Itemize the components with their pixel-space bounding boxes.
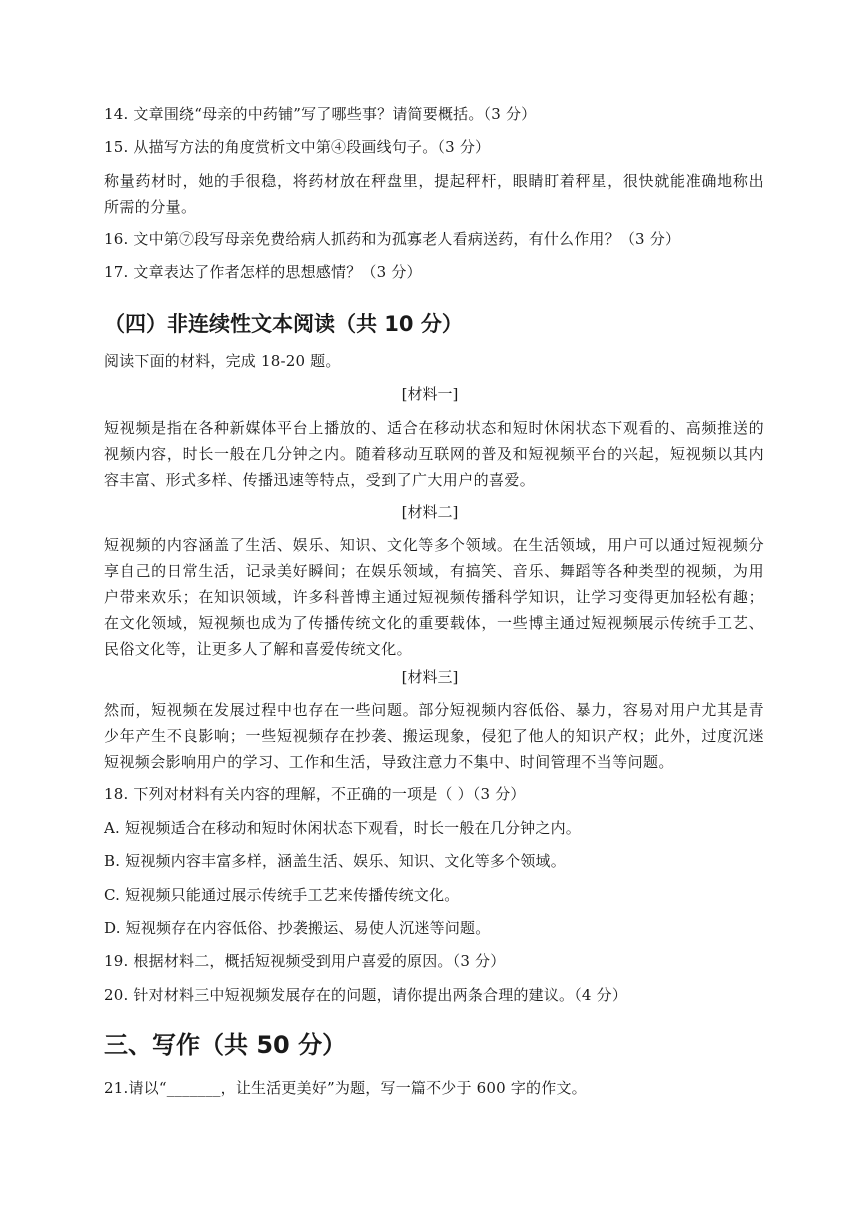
question-14: 14. 文章围绕“母亲的中药铺”写了哪些事？请简要概括。（3 分）: [104, 105, 537, 123]
section-4-title: （四）非连续性文本阅读（共 10 分）: [104, 312, 463, 336]
option-c: C. 短视频只能通过展示传统手工艺来传播传统文化。: [104, 886, 460, 904]
section-3-title: 三、写作（共 50 分）: [104, 1031, 347, 1059]
section-4-intro: 阅读下面的材料，完成 18-20 题。: [104, 352, 341, 370]
material-3-text: 然而，短视频在发展过程中也存在一些问题。部分短视频内容低俗、暴力，容易对用户尤其是青少年产生不良影响；一些短视频存在抄袭、搬运现象，侵犯了他人的知识产权；此外，过度沉迷短视频会影响用户的学习、工作和生活，导致注意力不集中、时间管理不当等问题。: [104, 701, 764, 771]
question-16: 16. 文中第⑦段写母亲免费给病人抓药和为孤寡老人看病送药，有什么作用？（3 分）: [104, 230, 681, 248]
material-2-text: 短视频的内容涵盖了生活、娱乐、知识、文化等多个领域。在生活领域，用户可以通过短视频分享自己的日常生活，记录美好瞬间；在娱乐领域，有搞笑、音乐、舞蹈等各种类型的视频，为用户带来欢乐；在知识领域，许多科普博主通过短视频传播科学知识，让学习变得更加轻松有趣；在文化领域，短视频也成为了传播传统文化的重要载体，一些博主通过短视频展示传统手工艺、民俗文化等，让更多人了解和喜爱传统文化。: [104, 536, 764, 658]
option-b: B. 短视频内容丰富多样，涵盖生活、娱乐、知识、文化等多个领域。: [104, 852, 566, 870]
question-15-quote: 称量药材时，她的手很稳，将药材放在秤盘里，提起秤杆，眼睛盯着秤星，很快就能准确地称出所需的分量。: [104, 172, 764, 216]
question-15: 15. 从描写方法的角度赏析文中第④段画线句子。（3 分）: [104, 138, 491, 156]
option-d: D. 短视频存在内容低俗、抄袭搬运、易使人沉迷等问题。: [104, 919, 491, 937]
material-1-text: 短视频是指在各种新媒体平台上播放的、适合在移动状态和短时休闲状态下观看的、高频推送的视频内容，时长一般在几分钟之内。随着移动互联网的普及和短视频平台的兴起，短视频以其内容丰富、形式多样、传播迅速等特点，受到了广大用户的喜爱。: [104, 419, 764, 489]
question-19: 19. 根据材料二，概括短视频受到用户喜爱的原因。（3 分）: [104, 952, 506, 970]
option-a: A. 短视频适合在移动和短时休闲状态下观看，时长一般在几分钟之内。: [104, 819, 581, 837]
material-3-label: [材料三]: [401, 668, 459, 686]
material-1-label: [材料一]: [401, 385, 459, 403]
question-18: 18. 下列对材料有关内容的理解，不正确的一项是（ ）（3 分）: [104, 785, 526, 803]
question-20: 20. 针对材料三中短视频发展存在的问题，请你提出两条合理的建议。（4 分）: [104, 986, 628, 1004]
question-17: 17. 文章表达了作者怎样的思想感情？（3 分）: [104, 263, 422, 281]
question-21: 21.请以“_______，让生活更美好”为题，写一篇不少于 600 字的作文。: [104, 1079, 587, 1097]
material-2-label: [材料二]: [401, 503, 459, 521]
